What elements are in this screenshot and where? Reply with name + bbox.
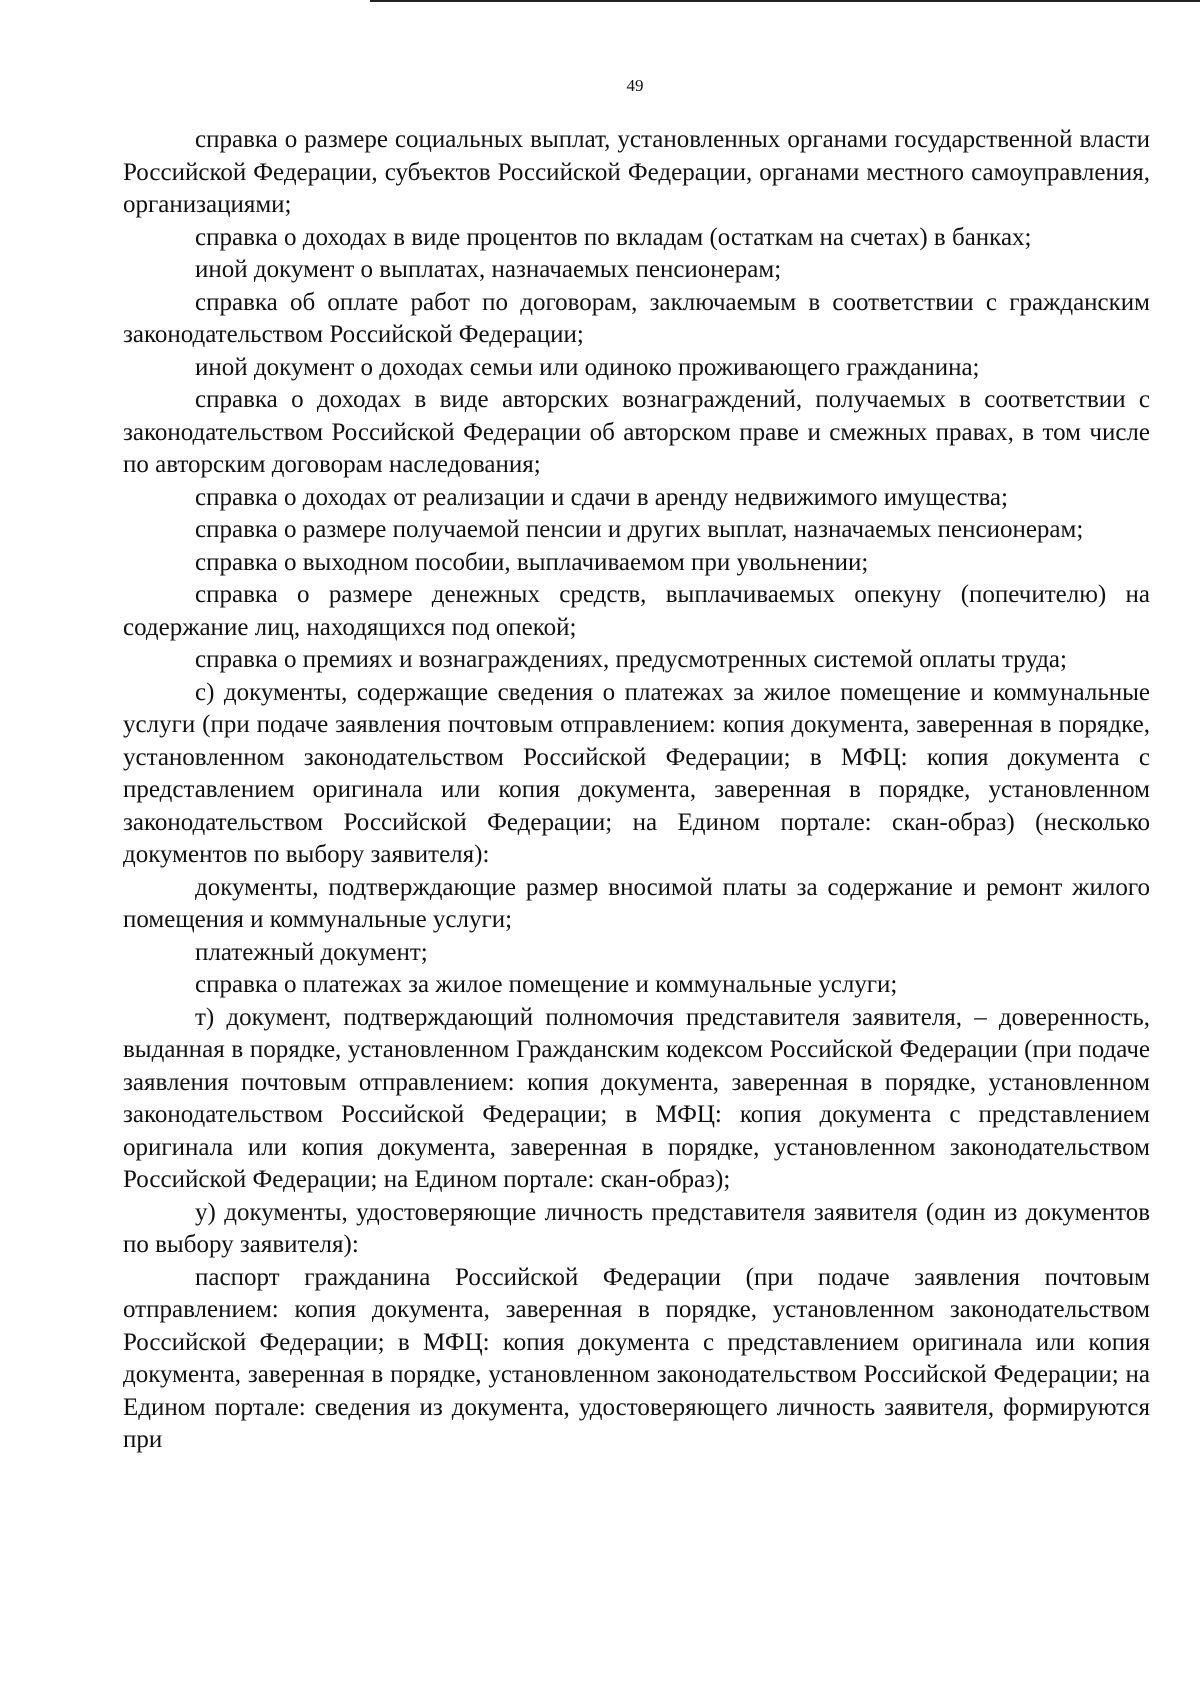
paragraph-pension-amount: справка о размере получаемой пенсии и других выплат, назначаемых пенсионерам; <box>195 516 1084 543</box>
document-body <box>123 124 1150 1457</box>
paragraph-item-u-representative-id: у) документы, удостоверяющие личность представителя заявителя (один из документов по выбору заявителя): <box>123 1198 1150 1258</box>
paragraph-bank-interest: справка о доходах в виде процентов по вкладам (остаткам на счетах) в банках; <box>195 223 1032 251</box>
paragraph-family-income-doc: иной документ о доходах семьи или одиноко проживающего гражданина; <box>195 353 980 381</box>
paragraph-contract-work: справка об оплате работ по договорам, заключаемым в соответствии с гражданским законодательством Российской Федерации; <box>123 288 1150 348</box>
paragraph-maintenance-fee-docs: документы, подтверждающие размер вносимой платы за содержание и ремонт жилого помещения и коммунальные услуги; <box>123 873 1150 933</box>
paragraph-item-s-housing-payments: с) документы, содержащие сведения о платежах за жилое помещение и коммунальные услуги (при подаче заявления почтовым отправлением: копия документа, заверенная в порядке, установленном законодательством Российской Федерации; в МФЦ: копия документа с представлением оригинала или копия документа, заверенная в порядке, установленном законодательством Российской Федерации; на Едином портале: скан-образ) (несколько документов по выбору заявителя): <box>123 678 1150 868</box>
paragraph-social-payments: справка о размере социальных выплат, установленных органами государственной власти Российской Федерации, субъектов Российской Федерации, органами местного самоуправления, организациями; <box>123 126 1150 218</box>
paragraph-payment-document: платежный документ; <box>195 938 428 966</box>
paragraph-pension-payments-doc: иной документ о выплатах, назначаемых пенсионерам; <box>195 256 782 283</box>
paragraph-severance-pay: справка о выходном пособии, выплачиваемом при увольнении; <box>195 548 869 576</box>
paragraph-guardian-funds: справка о размере денежных средств, выплачиваемых опекуну (попечителю) на содержание лиц, находящихся под опекой; <box>123 581 1150 641</box>
paragraph-item-t-power-of-attorney: т) документ, подтверждающий полномочия представителя заявителя, – доверенность, выданная в порядке, установленном Гражданским кодексом Российской Федерации (при подаче заявления почтовым отправлением: копия документа, заверенная в порядке, установленном законодательством Российской Федерации; в МФЦ: копия документа с представлением оригинала или копия документа, заверенная в порядке, установленном законодательством Российской Федерации; на Едином портале: скан-образ); <box>123 1003 1150 1193</box>
page-number: 49 <box>626 76 644 95</box>
paragraph-passport: паспорт гражданина Российской Федерации (при подаче заявления почтовым отправлением: копия документа, заверенная в порядке, установленном законодательством Российской Федерации; в МФЦ: копия документа с представлением оригинала или копия документа, заверенная в порядке, установленном законодательством Российской Федерации; на Едином портале: сведения из документа, удостоверяющего личность заявителя, формируются при <box>123 1263 1150 1453</box>
paragraph-author-fees: справка о доходах в виде авторских вознаграждений, получаемых в соответствии с законодательством Российской Федерации об авторском праве и смежных правах, в том числе по авторским договорам наследования; <box>123 386 1150 478</box>
scan-top-edge-line <box>370 0 1200 2</box>
paragraph-bonuses: справка о премиях и вознаграждениях, предусмотренных системой оплаты труда; <box>195 646 1067 673</box>
paragraph-real-estate-income: справка о доходах от реализации и сдачи в аренду недвижимого имущества; <box>195 483 1008 511</box>
paragraph-housing-payments-certificate: справка о платежах за жилое помещение и коммунальные услуги; <box>195 971 898 998</box>
